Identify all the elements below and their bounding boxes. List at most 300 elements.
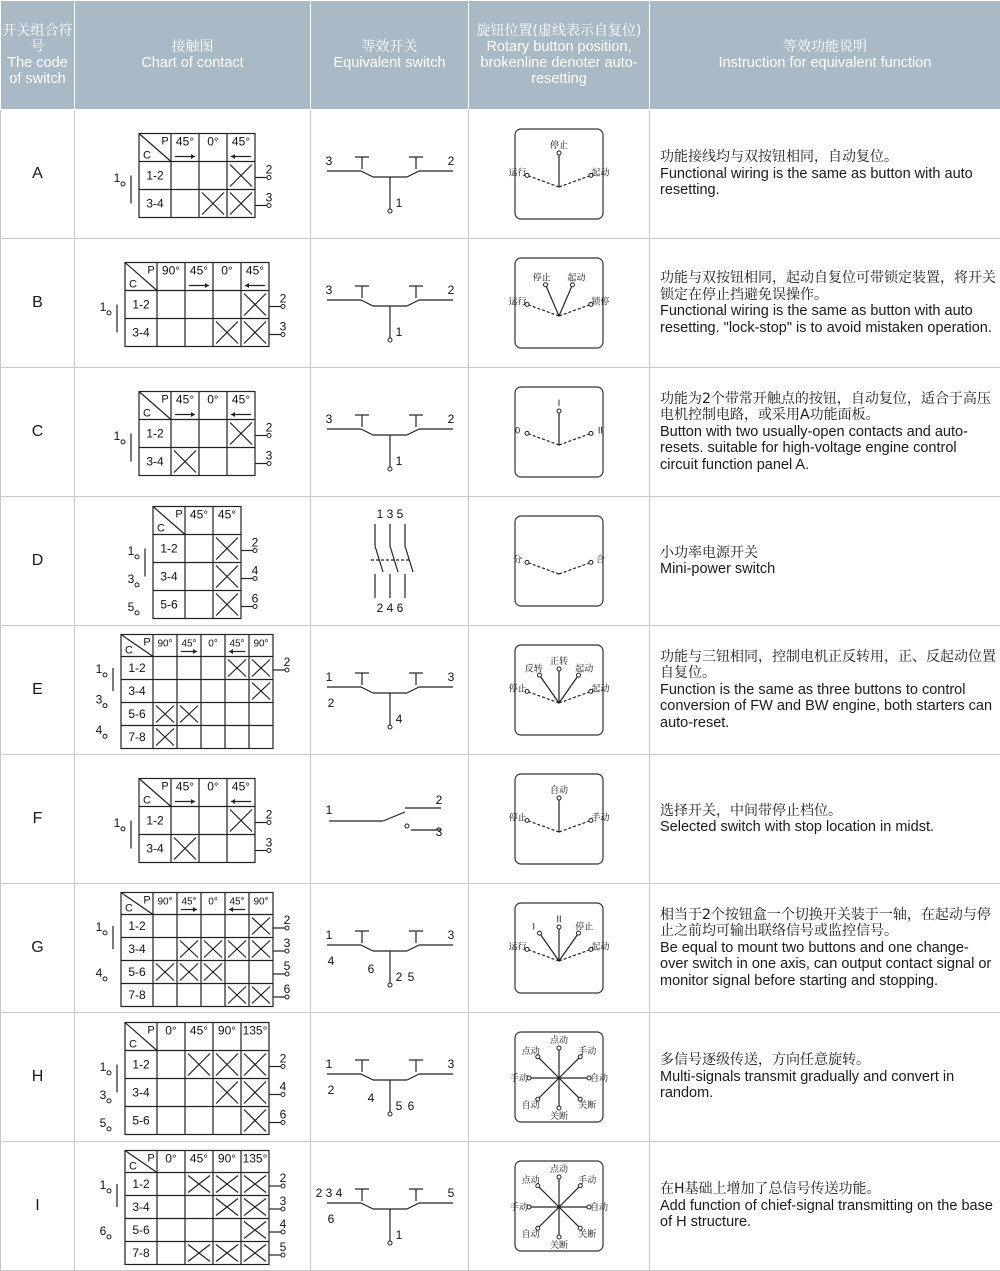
rotary-position-svg: [469, 240, 650, 366]
contact-closed-mark: [252, 918, 270, 935]
contact-dot: [388, 725, 392, 729]
terminal-left-label: 1: [99, 299, 107, 314]
dial-position: [557, 151, 561, 155]
terminal-dot: [103, 734, 107, 738]
contact-closed-mark: [216, 1054, 238, 1076]
contact-chart-svg: [75, 756, 311, 882]
contact-label: 5-6: [132, 1223, 150, 1237]
contact-closed-mark: [228, 987, 246, 1004]
angle-label: 0°: [207, 134, 219, 149]
description-english: Functional wiring is the same as button with auto resetting. "lock-stop" is to avoid mistaken operation.: [660, 303, 992, 336]
contact-label: 1-2: [128, 661, 146, 675]
arrow-head: [191, 412, 195, 417]
rotary-position-cell: [469, 497, 650, 626]
terminal-dot: [121, 440, 125, 444]
angle-label: 45°: [231, 392, 251, 407]
equivalent-switch-svg: [311, 885, 469, 1011]
chart-label-p: P: [175, 508, 183, 521]
dial-position: [557, 1106, 561, 1110]
switch-number: 5: [407, 970, 415, 984]
pole-blade: [390, 546, 398, 572]
dial-label: 分: [513, 554, 523, 565]
contact-closed-mark: [230, 193, 252, 215]
equivalent-switch: [326, 283, 455, 342]
terminal-right-label: 2: [265, 162, 273, 177]
contact-closed-mark: [156, 706, 174, 723]
dial-label: 自动: [521, 1099, 540, 1110]
rotary-dial: [515, 387, 603, 477]
angle-label: 45°: [189, 1151, 209, 1166]
contact-label: 5-6: [132, 1113, 150, 1128]
contact-closed-mark: [216, 1176, 238, 1193]
terminal-dot: [103, 931, 107, 935]
terminal-left-label: 4: [95, 965, 103, 980]
switch-number: 2: [435, 793, 443, 807]
contact-chart-svg: [75, 498, 311, 624]
contact-closed-mark: [228, 941, 246, 958]
description-english: Button with two usually-open contacts and auto-resets. suitable for high-voltage engine control circuit function panel A.: [660, 423, 968, 473]
switch-number: 1: [325, 670, 333, 684]
contact-chart: [114, 134, 273, 218]
contact-closed-mark: [216, 322, 238, 344]
pole-blade: [405, 546, 413, 572]
switch-number: 3: [447, 1057, 455, 1071]
angle-label: 45°: [181, 638, 197, 650]
equivalent-switch: [326, 154, 455, 213]
dial-position: [557, 1235, 561, 1239]
switch-code: I: [1, 1142, 75, 1271]
terminal-right-label: 2: [265, 807, 273, 822]
switch-number: 3: [325, 412, 333, 426]
contact-closed-mark: [156, 964, 174, 981]
dial-label: 运行: [508, 296, 527, 307]
dial-label: 停止: [508, 683, 527, 694]
contact-chart-cell: [75, 884, 311, 1013]
terminal-right-label: 2: [265, 420, 273, 435]
blade: [361, 171, 373, 177]
blade: [407, 1074, 419, 1080]
contact-label: 3-4: [146, 196, 164, 211]
switch-number: 2: [327, 1083, 335, 1097]
equivalent-switch-cell: [311, 1013, 469, 1142]
arrow-head: [231, 799, 235, 804]
terminal-dot: [103, 673, 107, 677]
function-description: [650, 497, 1000, 626]
dial-label: II: [556, 914, 562, 924]
dial-label: 运行: [508, 941, 527, 952]
dial-label: II: [597, 425, 603, 436]
description-chinese: 小功率电源开关: [660, 544, 758, 561]
contact-closed-mark: [174, 838, 196, 860]
header-equivalent: 等效开关 Equivalent switch: [311, 1, 469, 110]
contact-closed-mark: [188, 1054, 210, 1076]
contact-label: 5-6: [128, 965, 146, 979]
contact-chart-svg: [75, 1143, 311, 1269]
contact-closed-mark: [180, 941, 198, 958]
contact-closed-mark: [244, 1199, 266, 1216]
contact-label: 1-2: [160, 541, 178, 556]
terminal-dot: [135, 555, 139, 559]
function-description: [650, 1142, 1000, 1271]
contact-closed-mark: [244, 1222, 266, 1239]
contact-chart-svg: [75, 1014, 311, 1140]
terminal-left-label: 1: [113, 428, 121, 443]
contact-label: 1-2: [132, 297, 150, 312]
dial-label: 起动: [591, 683, 610, 694]
dial-label: 自动: [589, 1202, 609, 1212]
rotary-dial: [509, 903, 610, 993]
equivalent-switch: [326, 1057, 455, 1116]
switch-number: 4: [395, 712, 403, 726]
contact-label: 3-4: [132, 1085, 150, 1100]
contact-label: 7-8: [128, 988, 146, 1002]
terminal-left-label: 1: [99, 1059, 107, 1074]
table-header: [1, 1, 1000, 110]
chart-label-c: C: [129, 1160, 137, 1173]
dial-position: [537, 931, 541, 935]
contact-chart: [114, 779, 273, 863]
contact-label: 3-4: [146, 454, 164, 469]
description-english: Be equal to mount two buttons and one change-over switch in one axis, can output contact signal or monitor signal before starting and stopping.: [660, 939, 992, 989]
contact-chart-svg: [75, 369, 311, 495]
arrow-head: [245, 283, 249, 288]
contact-chart-cell: [75, 239, 311, 368]
contact-chart: [96, 893, 291, 1007]
rotary-dial: [513, 516, 605, 606]
angle-label: 135°: [242, 1151, 268, 1166]
arrow-head: [229, 907, 233, 912]
chart-label-c: C: [125, 902, 133, 915]
header-chart: 接触图 Chart of contact: [75, 1, 311, 110]
table-row: [1, 497, 1000, 626]
equivalent-switch-cell: [311, 1142, 469, 1271]
switch-number: 2: [327, 696, 335, 710]
dial-label: 反转: [524, 663, 543, 674]
contact-closed-mark: [216, 566, 238, 588]
contact-chart: [100, 263, 287, 347]
terminal-dot: [135, 583, 139, 587]
dial-label: I: [557, 398, 561, 408]
dial-label: 点动: [549, 1164, 569, 1174]
rotary-dial: [510, 1032, 608, 1122]
dial-label: 运行: [508, 167, 527, 178]
blade: [361, 429, 373, 435]
terminal-right-label: 5: [283, 959, 291, 973]
terminal-left-label: 1: [113, 170, 121, 185]
terminal-right-label: 6: [279, 1107, 287, 1122]
switch-number: 1: [395, 454, 403, 468]
chart-label-c: C: [143, 407, 151, 420]
angle-label: 90°: [217, 1151, 237, 1166]
dial-label: 起动: [575, 663, 594, 674]
terminal-right-label: 3: [279, 1194, 287, 1208]
dial-position: [577, 673, 581, 677]
rotary-position-svg: [469, 627, 650, 753]
equivalent-switch-cell: [311, 755, 469, 884]
contact-closed-mark: [244, 1110, 266, 1132]
table-row: [1, 110, 1000, 239]
contact-chart-cell: [75, 1142, 311, 1271]
angle-label: 0°: [207, 392, 219, 407]
dial-position: [557, 796, 561, 800]
switch-number: 2 3 4: [315, 1186, 343, 1200]
switch-code: G: [1, 884, 75, 1013]
terminal-right-label: 4: [279, 1217, 287, 1231]
blade: [361, 687, 373, 693]
switch-number: 1: [325, 803, 333, 817]
switch-number: 6: [367, 962, 375, 976]
terminal-dot: [121, 182, 125, 186]
pole-blade: [375, 546, 383, 572]
contact-closed-mark: [252, 987, 270, 1004]
function-description: [650, 884, 1000, 1013]
contact-chart-cell: [75, 626, 311, 755]
contact-closed-mark: [174, 451, 196, 473]
switch-number: 5: [395, 1099, 403, 1113]
dial-label: 手动: [509, 1202, 529, 1212]
terminal-right-label: 3: [265, 190, 273, 205]
dial-label: 关断: [578, 1228, 597, 1239]
dial-label: 锁停: [591, 296, 610, 307]
angle-label: 45°: [217, 507, 237, 522]
dial-position: [525, 431, 529, 435]
rotary-dial: [509, 258, 610, 348]
table-row: [1, 626, 1000, 755]
contact-chart: [114, 392, 273, 476]
switch-number: 6: [327, 1212, 335, 1226]
switch-number: 1 3 5: [376, 507, 404, 521]
arrow-head: [191, 154, 195, 159]
contact-closed-mark: [230, 423, 252, 445]
terminal-right-label: 6: [251, 591, 259, 606]
description-chinese: 功能与三钮相同，控制电机正反转用，正、反起动位置自复位。: [660, 648, 996, 682]
equivalent-switch-cell: [311, 368, 469, 497]
contact-closed-mark: [180, 964, 198, 981]
chart-label-p: P: [147, 264, 155, 277]
switch-number: 4: [367, 1091, 375, 1105]
header-rotary: 旋钮位置(虚线表示自复位) Rotary button position, brokenline denoter auto-resetting: [469, 1, 650, 110]
description-chinese: 在H基础上增加了总信号传送功能。: [660, 1181, 881, 1198]
equivalent-switch: [326, 670, 455, 729]
terminal-left-label: 1: [113, 815, 121, 830]
angle-label: 45°: [245, 263, 265, 278]
function-description: [650, 755, 1000, 884]
terminal-left-label: 1: [95, 661, 103, 676]
dial-position: [525, 560, 529, 564]
rotary-position-svg: [469, 369, 650, 495]
terminal-left-label: 3: [95, 692, 103, 707]
angle-label: 0°: [208, 638, 218, 650]
angle-label: 45°: [175, 392, 195, 407]
chart-label-p: P: [143, 636, 151, 649]
contact-dot: [388, 1112, 392, 1116]
dial-label: 起动: [591, 167, 610, 178]
angle-label: 0°: [165, 1023, 177, 1038]
contact-closed-mark: [244, 1245, 266, 1262]
terminal-left-label: 3: [99, 1087, 107, 1102]
rotary-position-svg: [469, 498, 650, 624]
dial-label: 关断: [578, 1099, 597, 1110]
rotary-position-svg: [469, 756, 650, 882]
contact-chart-cell: [75, 1013, 311, 1142]
dial-position: [557, 1046, 561, 1050]
contact-label: 3-4: [132, 1200, 150, 1214]
contact-label: 7-8: [132, 1246, 150, 1260]
switch-number: 1: [395, 196, 403, 210]
contact-closed-mark: [156, 729, 174, 746]
contact-label: 3-4: [146, 841, 164, 856]
contact-closed-mark: [244, 294, 266, 316]
dial-label: I: [532, 921, 536, 932]
terminal-dot: [107, 1099, 111, 1103]
dial-label: 停止: [508, 812, 527, 823]
terminal-left-label: 1: [95, 919, 103, 934]
contact-dot: [388, 338, 392, 342]
equivalent-switch: [371, 507, 413, 615]
switch-number: 1: [395, 1228, 403, 1242]
description-english: Add function of chief-signal transmitting on the base of H structure.: [660, 1197, 993, 1231]
description-english: Mini-power switch: [660, 561, 776, 577]
equivalent-switch-cell: [311, 626, 469, 755]
terminal-dot: [103, 977, 107, 981]
equivalent-switch-cell: [311, 497, 469, 626]
equivalent-switch: [316, 1186, 455, 1245]
contact-closed-mark: [216, 1245, 238, 1262]
arrow-head: [193, 907, 197, 912]
description-english: Selected switch with stop location in midst.: [660, 819, 935, 835]
blade: [361, 300, 373, 306]
contact-chart-cell: [75, 755, 311, 884]
rotary-position-cell: [469, 1013, 650, 1142]
contact-chart: [128, 507, 259, 619]
chart-label-p: P: [147, 1024, 155, 1037]
terminal-dot: [135, 611, 139, 615]
header-instruction: 等效功能说明 Instruction for equivalent function: [650, 1, 1000, 110]
contact-label: 1-2: [132, 1057, 150, 1072]
description-chinese: 相当于2个按钮盒一个切换开关装于一轴，在起动与停止之前均可输出联络信号或监控信号。: [660, 906, 991, 940]
rotary-dial: [509, 129, 610, 219]
switch-code: D: [1, 497, 75, 626]
table-row: [1, 755, 1000, 884]
contact-dot: [388, 983, 392, 987]
description-english: Multi-signals transmit gradually and convert in random.: [660, 1068, 955, 1102]
rotary-position-cell: [469, 239, 650, 368]
contact-closed-mark: [244, 322, 266, 344]
rotary-position-svg: [469, 111, 650, 237]
terminal-left-label: 3: [127, 571, 135, 586]
contact-chart-cell: [75, 497, 311, 626]
equivalent-switch-svg: [311, 111, 469, 237]
equivalent-switch: [326, 793, 443, 839]
contact-chart: [100, 1023, 287, 1135]
equivalent-switch-svg: [311, 627, 469, 753]
dial-label: 起动: [567, 272, 586, 283]
description-chinese: 多信号逐级传送，方向任意旋转。: [660, 1052, 870, 1069]
contact-label: 1-2: [128, 919, 146, 933]
function-description: [650, 626, 1000, 755]
contact-chart-cell: [75, 110, 311, 239]
angle-label: 45°: [189, 263, 209, 278]
contact-label: 3-4: [132, 325, 150, 340]
dial-label: 正转: [549, 656, 569, 666]
switch-number: 3: [325, 154, 333, 168]
dial-position: [589, 560, 593, 564]
contact-label: 7-8: [128, 730, 146, 744]
terminal-dot: [107, 1189, 111, 1193]
chart-label-p: P: [147, 1152, 155, 1165]
switch-code: F: [1, 755, 75, 884]
terminal-right-label: 2: [251, 535, 259, 550]
dial-label: 手动: [578, 1046, 597, 1057]
switch-code: C: [1, 368, 75, 497]
angle-label: 135°: [242, 1023, 268, 1038]
rotary-dial: [510, 1161, 608, 1251]
angle-label: 45°: [189, 507, 209, 522]
dial-label: 停止: [532, 272, 551, 283]
contact-label: 3-4: [160, 569, 178, 584]
rotary-position-cell: [469, 368, 650, 497]
terminal-right-label: 2: [279, 1171, 287, 1185]
switch-code: B: [1, 239, 75, 368]
chart-label-c: C: [129, 1038, 137, 1051]
switch-number: 1: [395, 325, 403, 339]
dial-label: 关断: [549, 1111, 569, 1121]
contact-chart-svg: [75, 240, 311, 366]
switch-code: H: [1, 1013, 75, 1142]
chart-label-c: C: [143, 149, 151, 162]
function-description: [650, 110, 1000, 239]
dial-label: 起动: [591, 941, 610, 952]
contact-chart-svg: [75, 885, 311, 1011]
blade: [361, 1203, 373, 1209]
angle-label: 45°: [231, 779, 251, 794]
angle-label: 90°: [157, 896, 173, 908]
terminal-right-label: 3: [279, 319, 287, 334]
equivalent-switch-svg: [311, 498, 469, 624]
switch-number: 3: [435, 825, 443, 839]
dial-label: 关断: [549, 1240, 569, 1250]
contact-chart-cell: [75, 368, 311, 497]
terminal-left-label: 6: [99, 1223, 107, 1238]
switch-number: 2: [447, 154, 455, 168]
arrow-head: [191, 799, 195, 804]
chart-label-p: P: [161, 780, 169, 793]
contact-closed-mark: [252, 941, 270, 958]
terminal-dot: [107, 1127, 111, 1131]
contact-label: 1-2: [132, 1177, 150, 1191]
function-description: [650, 239, 1000, 368]
dial-position: [570, 283, 574, 287]
chart-label-c: C: [125, 644, 133, 657]
angle-label: 45°: [175, 134, 195, 149]
rotary-position-cell: [469, 110, 650, 239]
chart-label-p: P: [161, 135, 169, 148]
dial-label: 自动: [589, 1073, 609, 1083]
contact-closed-mark: [230, 165, 252, 187]
contact-chart: [96, 635, 291, 749]
angle-label: 0°: [165, 1151, 177, 1166]
contact-closed-mark: [252, 660, 270, 677]
switch-code: A: [1, 110, 75, 239]
blade: [407, 1203, 419, 1209]
switch-number: 3: [325, 283, 333, 297]
rotary-position-cell: [469, 1142, 650, 1271]
equivalent-switch-cell: [311, 239, 469, 368]
function-description: [650, 1013, 1000, 1142]
header-code: 开关组合符号 The code of switch: [1, 1, 75, 110]
angle-label: 90°: [217, 1023, 237, 1038]
equivalent-switch-cell: [311, 110, 469, 239]
